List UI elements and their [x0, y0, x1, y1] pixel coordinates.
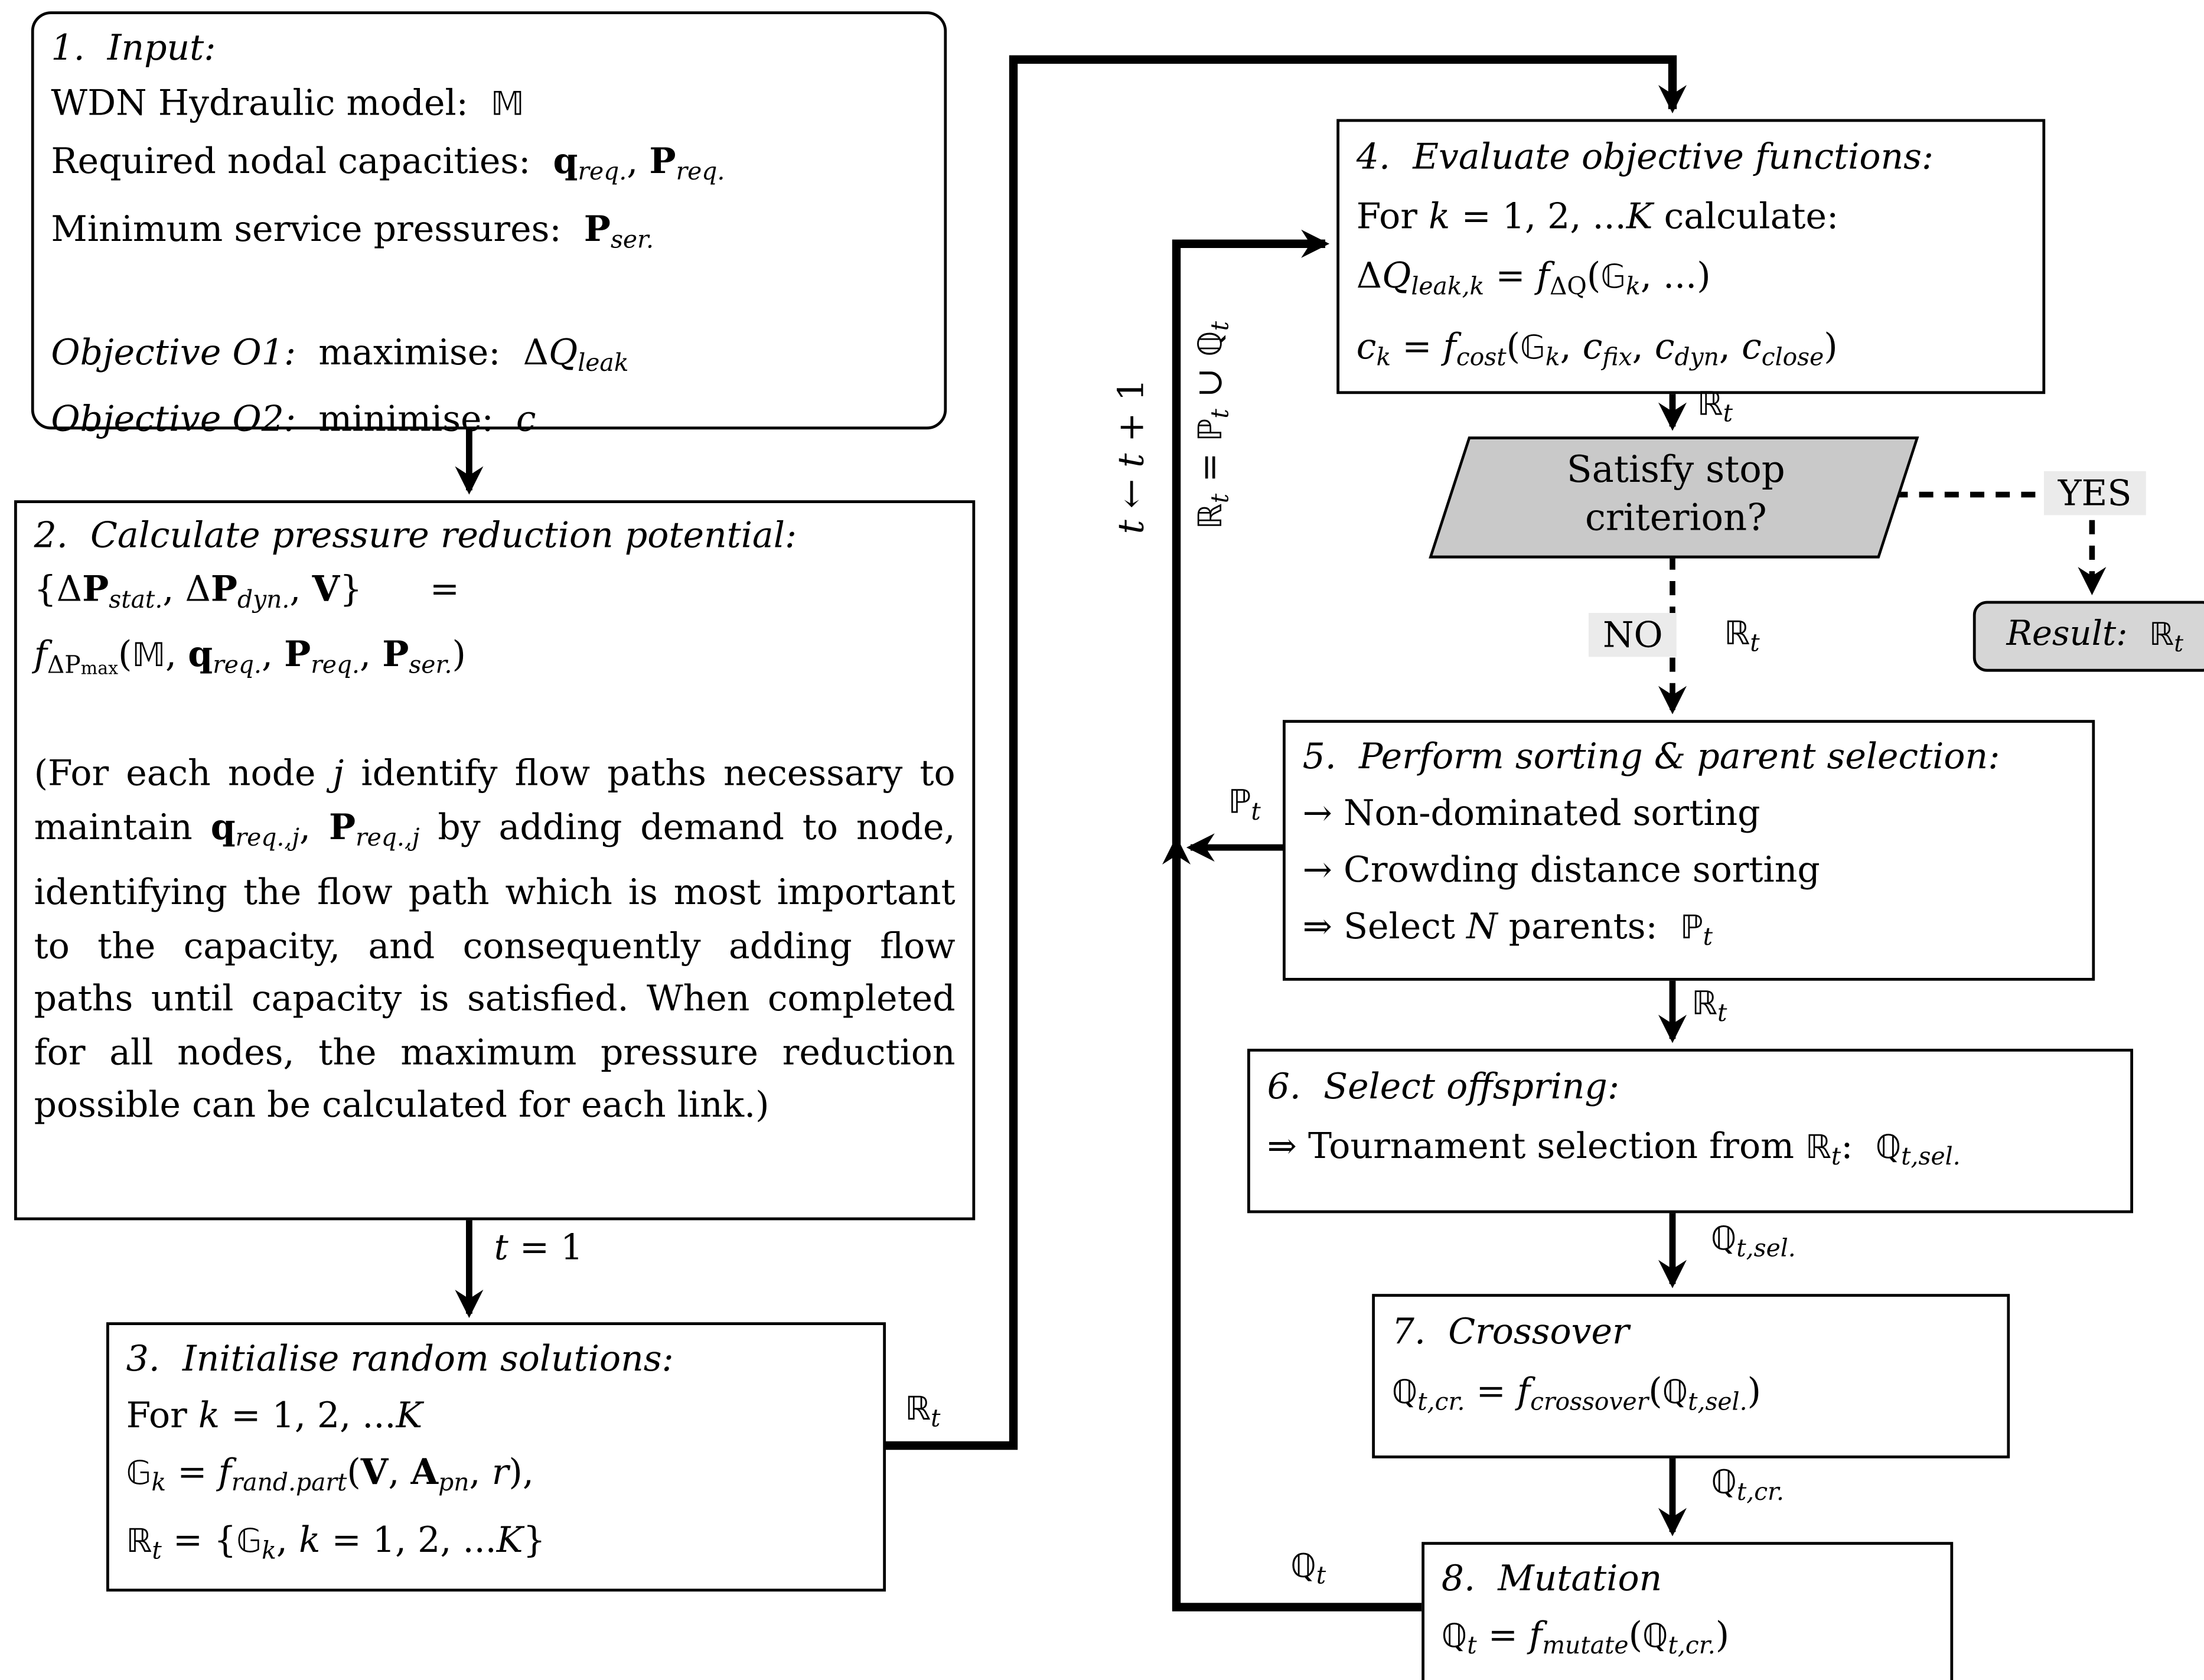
edge-label-qt-sel [1711, 1217, 1796, 1264]
text-line [126, 1444, 866, 1512]
text-line [1357, 317, 2026, 387]
text-segment: t [931, 1405, 941, 1434]
text-segment: f [1443, 325, 1456, 367]
text-segment: c [1742, 325, 1762, 367]
box-select-offspring [1247, 1049, 2133, 1213]
text-segment: t [1703, 924, 1713, 952]
text-segment: Objective O2: [51, 399, 296, 440]
text-line [34, 748, 956, 1132]
text-segment: k [299, 1519, 321, 1560]
text-segment: t [1207, 321, 1235, 331]
text-segment: 7. Crossover [1391, 1311, 1629, 1352]
text-segment: ΔP [47, 651, 81, 680]
text-segment: For [126, 1394, 198, 1436]
text-segment: t [1251, 798, 1261, 827]
text-segment: t [494, 1226, 508, 1268]
text-segment: ℙ [1680, 909, 1703, 947]
text-segment: For [1356, 195, 1429, 237]
text-segment: = 1, 2, ... [320, 1519, 497, 1560]
text-line [34, 509, 956, 562]
text-segment: ℝ [1805, 1129, 1831, 1167]
text-segment: req. [311, 651, 360, 680]
text-segment: ℙ [1192, 418, 1230, 442]
text-segment: = { [161, 1519, 237, 1560]
text-segment: t [1467, 1632, 1477, 1661]
text-segment: req. [578, 158, 627, 187]
text-segment: ℝ [1724, 616, 1750, 653]
text-segment: ℝ [905, 1391, 931, 1428]
text-segment: , [360, 633, 383, 674]
text-segment: 8. Mutation [1441, 1557, 1662, 1599]
text-segment: = [166, 1451, 219, 1493]
text-segment: , [276, 1519, 299, 1560]
edge-label-rt-union [1189, 321, 1235, 529]
text-segment: , [299, 806, 329, 847]
text-segment: crossover [1530, 1388, 1649, 1417]
edge-label-qt [1290, 1544, 1326, 1591]
label-yes: YES [2044, 471, 2146, 515]
text-segment: Q [1382, 255, 1411, 296]
text-segment: t,sel. [1901, 1143, 1961, 1172]
text-segment: t,cr. [1668, 1632, 1716, 1661]
text-line [1303, 785, 2075, 842]
edge-label-t-equals-1 [494, 1226, 583, 1268]
text-segment: = [1484, 255, 1537, 296]
text-line [51, 75, 927, 133]
result-box [1973, 601, 2204, 672]
text-segment: K [496, 1519, 523, 1560]
text-segment: 4. Evaluate objective functions: [1356, 136, 1934, 177]
text-segment: ℚ [1290, 1548, 1316, 1586]
text-segment: k [1626, 273, 1641, 302]
text-segment: ℚ [1441, 1618, 1468, 1656]
text-segment: 𝕄 [132, 637, 166, 674]
text-segment: ) [1824, 325, 1838, 367]
text-segment: t [1750, 629, 1760, 658]
text-segment: ) [1715, 1614, 1730, 1656]
decision-line-1: Satisfy stop [1566, 449, 1785, 492]
text-segment: ) [1747, 1370, 1762, 1412]
text-segment: ( [1506, 325, 1521, 367]
text-line [1357, 247, 2026, 317]
box-crossover [1372, 1294, 2010, 1458]
text-segment: c [1654, 325, 1675, 367]
text-segment: = 1, 2, ... [220, 1394, 396, 1436]
text-line [1267, 1117, 2114, 1187]
text-segment: = 1 [508, 1226, 583, 1268]
text-segment: 𝔾 [1600, 259, 1626, 296]
text-segment: } = [340, 567, 460, 609]
edge-label-t-increment [1110, 379, 1152, 534]
text-segment: P [82, 567, 109, 609]
text-line [1303, 899, 2075, 967]
text-line [126, 1388, 866, 1444]
text-segment: t [1831, 1143, 1841, 1172]
text-segment: close [1761, 344, 1824, 372]
text-segment: dyn [1674, 344, 1719, 372]
text-segment: ), [508, 1451, 534, 1493]
text-segment: pn [438, 1469, 470, 1498]
text-segment: parents: [1497, 905, 1680, 947]
edge-label-rt-init [905, 1387, 940, 1434]
text-segment: req. [213, 651, 262, 680]
text-segment: P [284, 633, 311, 674]
text-segment: , [1560, 325, 1583, 367]
text-segment: ℚ [1391, 1375, 1418, 1412]
text-segment: q [553, 140, 578, 182]
text-segment: max [80, 657, 119, 678]
text-segment: dyn. [237, 585, 290, 614]
text-line [1392, 1303, 1990, 1362]
text-segment: leak [578, 349, 629, 377]
text-segment: ℝ [126, 1523, 152, 1560]
text-segment: K [396, 1394, 423, 1436]
text-segment: f [1529, 1614, 1543, 1656]
text-segment: t [1110, 520, 1152, 534]
text-segment: req.,j [356, 824, 420, 853]
box-mutation [1421, 1542, 1953, 1680]
text-segment: , Δ [162, 567, 211, 609]
label-no: NO [1589, 613, 1677, 657]
decision-stop-criterion [1429, 436, 1919, 558]
text-segment: c [1582, 325, 1603, 367]
text-line [1442, 1551, 1934, 1607]
text-segment: j [332, 753, 344, 794]
text-segment: ∪ [1188, 356, 1230, 409]
text-segment: = 1, 2, ... [1450, 195, 1626, 237]
edge-label-rt-no-branch [1724, 612, 1760, 658]
text-segment: P [328, 806, 356, 847]
text-segment: , [1719, 325, 1742, 367]
box-sorting-selection [1283, 720, 2095, 981]
text-segment: ( [1648, 1370, 1662, 1412]
text-segment: ℙ [1228, 784, 1251, 822]
text-segment: , ...) [1640, 255, 1711, 296]
text-segment: req.,j [235, 824, 300, 853]
text-segment: leak,k [1411, 273, 1485, 302]
text-line [34, 628, 956, 694]
text-segment: ℚ [1192, 331, 1230, 357]
text-segment: ( [1586, 255, 1601, 296]
text-segment: t [152, 1537, 162, 1565]
text-segment: 6. Select offspring: [1267, 1065, 1620, 1107]
text-segment: , [1632, 325, 1655, 367]
text-segment: , [165, 633, 188, 674]
text-segment: N [1466, 905, 1498, 947]
text-segment: ℝ [1192, 503, 1230, 530]
text-segment: P [649, 140, 676, 182]
text-line [34, 562, 956, 628]
text-segment: c [516, 399, 536, 440]
text-segment: t [1723, 400, 1733, 429]
text-line [34, 694, 956, 748]
text-segment: + 1 [1110, 379, 1152, 454]
text-segment: P [583, 208, 611, 249]
text-segment: ser. [610, 226, 654, 255]
text-segment: maximise: Δ [296, 331, 549, 372]
text-segment: ℝ [1697, 386, 1723, 423]
edge-label-rt-sorting [1691, 981, 1727, 1028]
text-segment: ℚ [1662, 1375, 1688, 1412]
text-segment: → Non-dominated sorting [1302, 792, 1760, 834]
text-segment: {Δ [34, 567, 83, 609]
text-segment: ) [452, 633, 466, 674]
decision-text [1453, 439, 1899, 543]
text-segment: P [382, 633, 409, 674]
text-line [1442, 1607, 1934, 1675]
text-segment: ⇒ Select [1302, 905, 1467, 947]
text-segment: stat. [109, 585, 163, 614]
text-segment: k [198, 1394, 220, 1436]
text-segment: 𝕄 [491, 86, 524, 123]
text-segment: Result: [2006, 614, 2150, 654]
text-segment: Objective O1: [51, 331, 296, 372]
text-segment: mutate [1542, 1632, 1629, 1661]
text-segment: t,cr. [1736, 1479, 1785, 1508]
text-line [126, 1331, 866, 1388]
text-segment: t,sel. [1736, 1235, 1796, 1264]
text-segment: } [523, 1519, 546, 1560]
text-segment: ℚ [1710, 1221, 1737, 1258]
text-line [51, 133, 927, 201]
text-segment: , [627, 140, 650, 182]
text-segment: = [1465, 1370, 1517, 1412]
text-segment: f [218, 1451, 232, 1493]
text-line [126, 1512, 866, 1580]
text-segment: t [2174, 629, 2183, 657]
text-line [1303, 842, 2075, 899]
text-line [1357, 128, 2026, 187]
text-segment: req. [676, 158, 725, 187]
text-line [51, 20, 927, 76]
text-segment: ΔQ [1549, 273, 1587, 302]
text-segment: ℚ [1875, 1129, 1902, 1167]
text-segment: k [1429, 195, 1450, 237]
text-segment: ⇒ Tournament selection from [1267, 1125, 1806, 1167]
edge-label-pt [1228, 781, 1261, 827]
text-segment: = [1476, 1614, 1530, 1656]
text-segment: t [1110, 453, 1152, 468]
text-segment: WDN Hydraulic model: [51, 82, 491, 123]
text-segment: cost [1456, 344, 1507, 372]
text-segment: t,cr. [1417, 1388, 1465, 1417]
text-segment: t [1207, 493, 1235, 504]
text-segment: 𝔾 [236, 1523, 262, 1560]
box-initialise-solutions [106, 1322, 886, 1591]
text-segment: ℚ [1711, 1464, 1737, 1502]
text-segment: c [1356, 325, 1377, 367]
text-segment: q [188, 633, 213, 674]
text-segment: Δ [1356, 255, 1383, 296]
text-segment: calculate: [1652, 195, 1839, 237]
text-segment: 2. Calculate pressure reduction potential: [34, 514, 797, 556]
text-segment: ( [1628, 1614, 1643, 1656]
text-segment: identify flow paths necessary to maintain [34, 753, 956, 847]
box-evaluate-objectives [1336, 119, 2045, 394]
text-segment: k [1376, 344, 1391, 372]
text-line [51, 201, 927, 269]
text-line [51, 392, 927, 447]
text-segment: = [1391, 325, 1443, 367]
text-segment: , [388, 1451, 411, 1493]
text-segment: ser. [409, 651, 452, 680]
text-segment: k [1545, 344, 1560, 372]
text-segment: 𝔾 [1520, 330, 1546, 367]
text-segment: Q [548, 331, 578, 372]
text-segment: t [1207, 409, 1235, 419]
text-segment: 1. Input: [51, 27, 216, 68]
text-segment: , [289, 567, 312, 609]
text-segment: t,sel. [1688, 1388, 1747, 1417]
text-segment: 5. Perform sorting & parent selection: [1302, 735, 2000, 777]
text-segment: = [1188, 441, 1230, 494]
box-pressure-reduction [14, 500, 975, 1220]
text-line [1303, 729, 2075, 785]
edge-label-rt-evaluate [1697, 382, 1733, 429]
text-segment: P [210, 567, 237, 609]
decision-line-2: criterion? [1584, 497, 1767, 540]
text-line [1267, 1057, 2114, 1117]
text-segment: Required nodal capacities: [51, 140, 553, 182]
text-segment: by adding demand to node, identifying the flow path which is most important to the capacity, and consequently adding flow paths until capacity is satisfied. When completed for all nodes, the maximum pressure reduction possible can be calculated for each link.) [34, 806, 956, 1126]
text-segment: 𝔾 [126, 1455, 152, 1493]
text-segment: q [210, 806, 236, 847]
text-segment: t [1717, 999, 1727, 1028]
text-segment: ℚ [1642, 1618, 1668, 1656]
text-segment: f [34, 633, 47, 674]
text-segment: V [312, 567, 340, 609]
text-segment: k [151, 1469, 167, 1498]
text-segment: ← [1110, 467, 1152, 520]
text-segment: → Crowding distance sorting [1302, 849, 1820, 890]
text-segment: V [360, 1451, 389, 1493]
text-segment: Minimum service pressures: [51, 208, 584, 249]
text-segment: ℝ [1691, 986, 1718, 1023]
text-segment: rand.part [231, 1469, 347, 1498]
text-segment: minimise: [296, 399, 516, 440]
edge-label-qt-cr [1711, 1461, 1784, 1508]
text-segment: f [1536, 255, 1550, 296]
text-line [1357, 187, 2026, 247]
text-segment: , [469, 1451, 492, 1493]
text-segment: fix [1602, 344, 1632, 372]
text-line [51, 324, 927, 392]
text-segment: k [262, 1537, 276, 1565]
text-line [51, 269, 927, 324]
box-input [31, 11, 947, 440]
text-line [1392, 1362, 1990, 1432]
text-segment: K [1626, 195, 1653, 237]
text-segment: ℝ [2149, 618, 2174, 654]
text-segment: f [1517, 1370, 1531, 1412]
text-segment: r [491, 1451, 509, 1493]
text-segment: A [410, 1451, 439, 1493]
text-segment: (For each node [34, 753, 333, 794]
text-segment: 3. Initialise random solutions: [126, 1338, 674, 1379]
text-segment: : [1841, 1125, 1876, 1167]
text-segment: , [261, 633, 285, 674]
text-segment: t [1316, 1562, 1326, 1591]
text-segment: ( [118, 633, 132, 674]
text-segment: ( [347, 1451, 361, 1493]
